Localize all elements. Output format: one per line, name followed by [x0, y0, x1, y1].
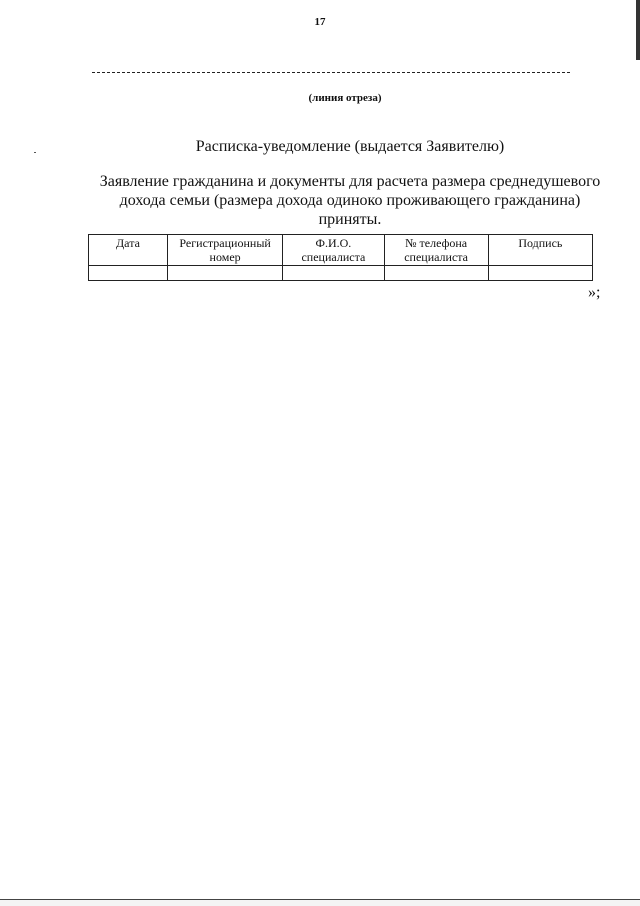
- table-row: [89, 266, 593, 281]
- cell-registration-number: [167, 266, 282, 281]
- cell-specialist-name: [283, 266, 384, 281]
- cut-line-label: (линия отреза): [308, 92, 382, 104]
- statement-text: Заявление гражданина и документы для расчета размера среднедушевого дохода семьи (размера дохода одиноко проживающего гражданина) приняты.: [99, 173, 601, 228]
- cell-signature: [488, 266, 592, 281]
- cell-specialist-phone: [384, 266, 488, 281]
- header-date: Дата: [89, 235, 168, 266]
- table-header-row: [89, 235, 593, 266]
- receipt-title: Расписка-уведомление (выдается Заявителю): [195, 138, 505, 155]
- registration-table: [88, 234, 593, 281]
- cut-line: [92, 72, 570, 73]
- header-specialist-phone: № телефона специалиста: [384, 235, 488, 266]
- closing-quote: »;: [588, 284, 601, 301]
- scan-edge-right: [636, 0, 640, 60]
- header-signature: Подпись: [488, 235, 592, 266]
- header-registration-number: Регистрационный номер: [167, 235, 282, 266]
- cell-date: [89, 266, 168, 281]
- page-number: 17: [314, 16, 326, 28]
- header-specialist-name: Ф.И.О. специалиста: [283, 235, 384, 266]
